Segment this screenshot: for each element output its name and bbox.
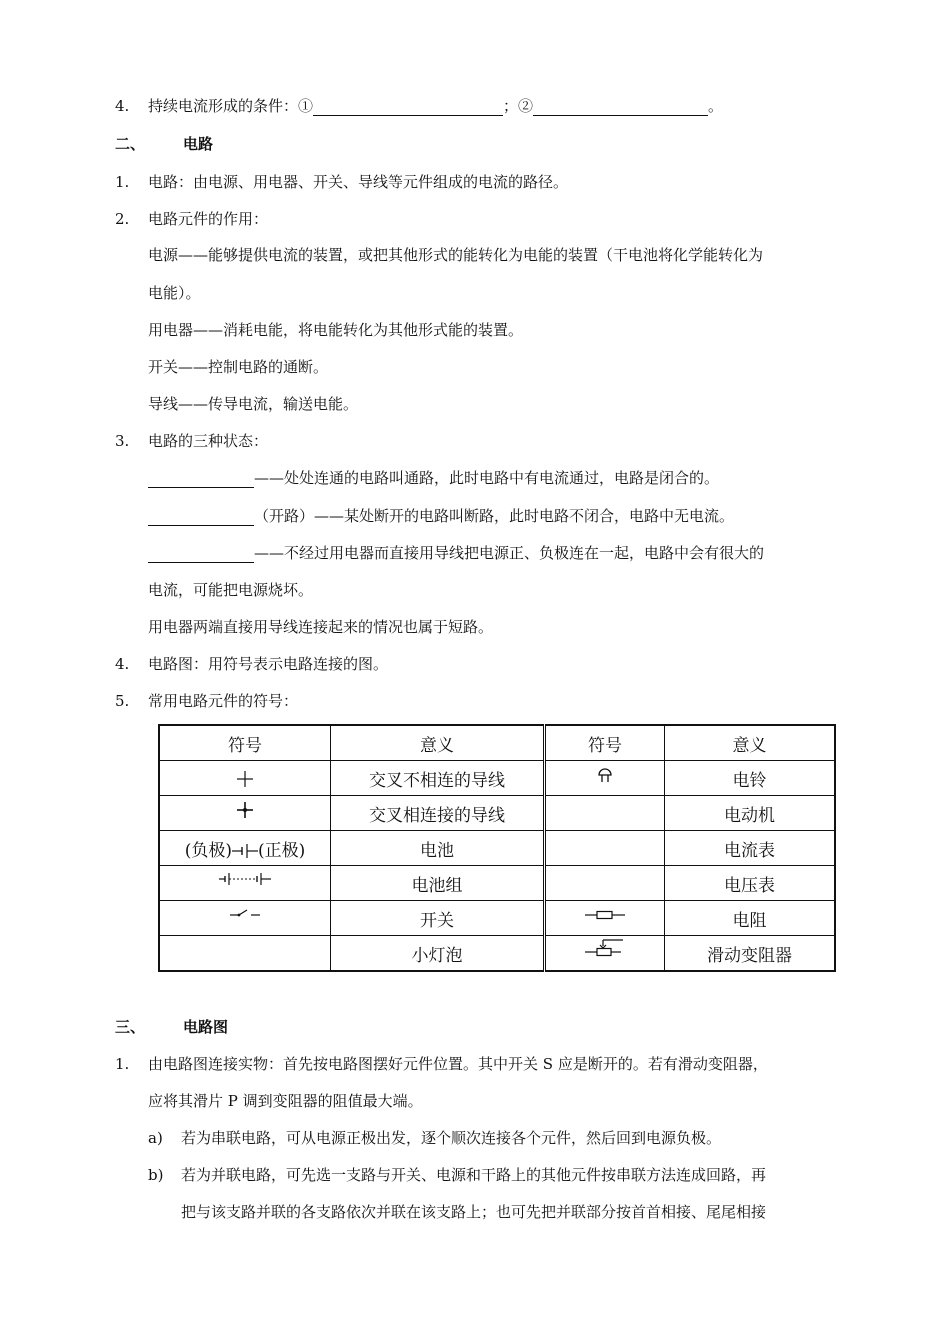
symbol-cell bbox=[159, 936, 331, 972]
meaning-cell: 电流表 bbox=[665, 831, 836, 866]
table-row bbox=[159, 761, 835, 796]
item-number: 4. bbox=[115, 655, 130, 673]
symbols-table bbox=[158, 724, 836, 972]
open-circuit-line bbox=[148, 506, 734, 526]
meaning-cell: 电池组 bbox=[331, 866, 545, 901]
section-title: 电路图 bbox=[183, 1018, 229, 1036]
bell-icon bbox=[597, 765, 613, 785]
header-symbol: 符号 bbox=[159, 725, 331, 761]
short-circuit-note: 用电器两端直接用导线连接起来的情况也属于短路。 bbox=[148, 618, 494, 636]
symbol-cell bbox=[545, 796, 665, 831]
current-condition-line bbox=[148, 96, 723, 116]
section-number: 二、 bbox=[115, 135, 146, 153]
short-circuit-line bbox=[148, 543, 764, 563]
item-number: 1. bbox=[115, 1055, 130, 1073]
states-heading: 电路的三种状态： bbox=[148, 432, 269, 450]
meaning-cell: 交叉不相连的导线 bbox=[331, 761, 545, 796]
meaning-cell: 电阻 bbox=[665, 901, 836, 936]
components-heading: 电路元件的作用： bbox=[148, 210, 269, 228]
meaning-cell: 滑动变阻器 bbox=[665, 936, 836, 972]
current-condition-text: 持续电流形成的条件：① bbox=[148, 97, 314, 115]
fill-blank-2[interactable] bbox=[533, 99, 708, 116]
short-circuit-text: ——不经过用电器而直接用导线把电源正、负极连在一起，电路中会有很大的 bbox=[254, 544, 765, 562]
parallel-circuit-text-cont: 把与该支路并联的各支路依次并联在该支路上；也可先把并联部分按首首相接、尾尾相接 bbox=[181, 1203, 767, 1221]
symbols-heading: 常用电路元件的符号： bbox=[148, 692, 299, 710]
table-row bbox=[159, 866, 835, 901]
battery-pack-icon bbox=[219, 872, 271, 886]
symbol-cell bbox=[159, 831, 331, 866]
circuit-definition: 电路：由电源、用电器、开关、导线等元件组成的电流的路径。 bbox=[148, 173, 569, 191]
fill-blank-closed[interactable] bbox=[148, 471, 254, 488]
table-header-row bbox=[159, 725, 835, 761]
symbol-cell bbox=[159, 901, 331, 936]
fill-blank-open[interactable] bbox=[148, 509, 254, 526]
battery-icon bbox=[232, 843, 258, 859]
separator-text: ；② bbox=[503, 97, 534, 115]
header-meaning: 意义 bbox=[665, 725, 836, 761]
symbol-cell bbox=[545, 831, 665, 866]
resistor-icon bbox=[585, 909, 625, 921]
section-title: 电路 bbox=[183, 135, 214, 153]
fill-blank-1[interactable] bbox=[313, 99, 503, 116]
meaning-cell: 交叉相连接的导线 bbox=[331, 796, 545, 831]
meaning-cell: 电动机 bbox=[665, 796, 836, 831]
header-meaning: 意义 bbox=[331, 725, 545, 761]
cross-wire-icon bbox=[236, 770, 254, 788]
symbol-cell bbox=[545, 866, 665, 901]
symbol-cell bbox=[159, 761, 331, 796]
wiring-instruction: 由电路图连接实物：首先按电路图摆好元件位置。其中开关 S 应是断开的。若有滑动变阻器， bbox=[148, 1055, 768, 1073]
series-circuit-text: 若为串联电路，可从电源正极出发，逐个顺次连接各个元件，然后回到电源负极。 bbox=[181, 1129, 722, 1147]
rheostat-icon bbox=[585, 937, 625, 959]
negative-label: (负极) bbox=[184, 840, 232, 861]
sub-label: b) bbox=[148, 1166, 164, 1184]
power-source-text-cont: 电能）。 bbox=[148, 284, 201, 302]
header-symbol: 符号 bbox=[545, 725, 665, 761]
meaning-cell: 电池 bbox=[331, 831, 545, 866]
table-row bbox=[159, 796, 835, 831]
item-number: 1. bbox=[115, 173, 130, 191]
meaning-cell: 小灯泡 bbox=[331, 936, 545, 972]
symbol-cell bbox=[545, 936, 665, 972]
closed-circuit-text: ——处处连通的电路叫通路，此时电路中有电流通过，电路是闭合的。 bbox=[254, 469, 720, 487]
symbol-cell bbox=[159, 796, 331, 831]
switch-icon bbox=[230, 906, 260, 920]
appliance-text: 用电器——消耗电能，将电能转化为其他形式能的装置。 bbox=[148, 321, 524, 339]
item-number: 4. bbox=[115, 97, 130, 115]
wire-text: 导线——传导电流，输送电能。 bbox=[148, 395, 359, 413]
symbol-cell bbox=[545, 901, 665, 936]
switch-text: 开关——控制电路的通断。 bbox=[148, 358, 329, 376]
meaning-cell: 电铃 bbox=[665, 761, 836, 796]
circuit-diagram-definition: 电路图：用符号表示电路连接的图。 bbox=[148, 655, 389, 673]
power-source-text: 电源——能够提供电流的装置，或把其他形式的能转化为电能的装置（干电池将化学能转化为 bbox=[148, 246, 764, 264]
section-number: 三、 bbox=[115, 1018, 146, 1036]
junction-icon bbox=[236, 801, 254, 819]
meaning-cell: 电压表 bbox=[665, 866, 836, 901]
short-circuit-text-cont: 电流，可能把电源烧坏。 bbox=[148, 581, 314, 599]
open-circuit-text: （开路）——某处断开的电路叫断路，此时电路不闭合，电路中无电流。 bbox=[254, 507, 735, 525]
table-row bbox=[159, 831, 835, 866]
item-number: 2. bbox=[115, 210, 130, 228]
symbol-cell bbox=[159, 866, 331, 901]
fill-blank-short[interactable] bbox=[148, 546, 254, 563]
item-number: 5. bbox=[115, 692, 130, 710]
sub-label: a) bbox=[148, 1129, 163, 1147]
end-punct: 。 bbox=[708, 97, 724, 115]
table-row bbox=[159, 936, 835, 972]
wiring-instruction-cont: 应将其滑片 P 调到变阻器的阻值最大端。 bbox=[148, 1092, 423, 1110]
meaning-cell: 开关 bbox=[331, 901, 545, 936]
item-number: 3. bbox=[115, 432, 130, 450]
closed-circuit-line bbox=[148, 468, 719, 488]
positive-label: (正极) bbox=[258, 840, 306, 861]
parallel-circuit-text: 若为并联电路，可先选一支路与开关、电源和干路上的其他元件按串联方法连成回路，再 bbox=[181, 1166, 767, 1184]
table-row bbox=[159, 901, 835, 936]
symbol-cell bbox=[545, 761, 665, 796]
